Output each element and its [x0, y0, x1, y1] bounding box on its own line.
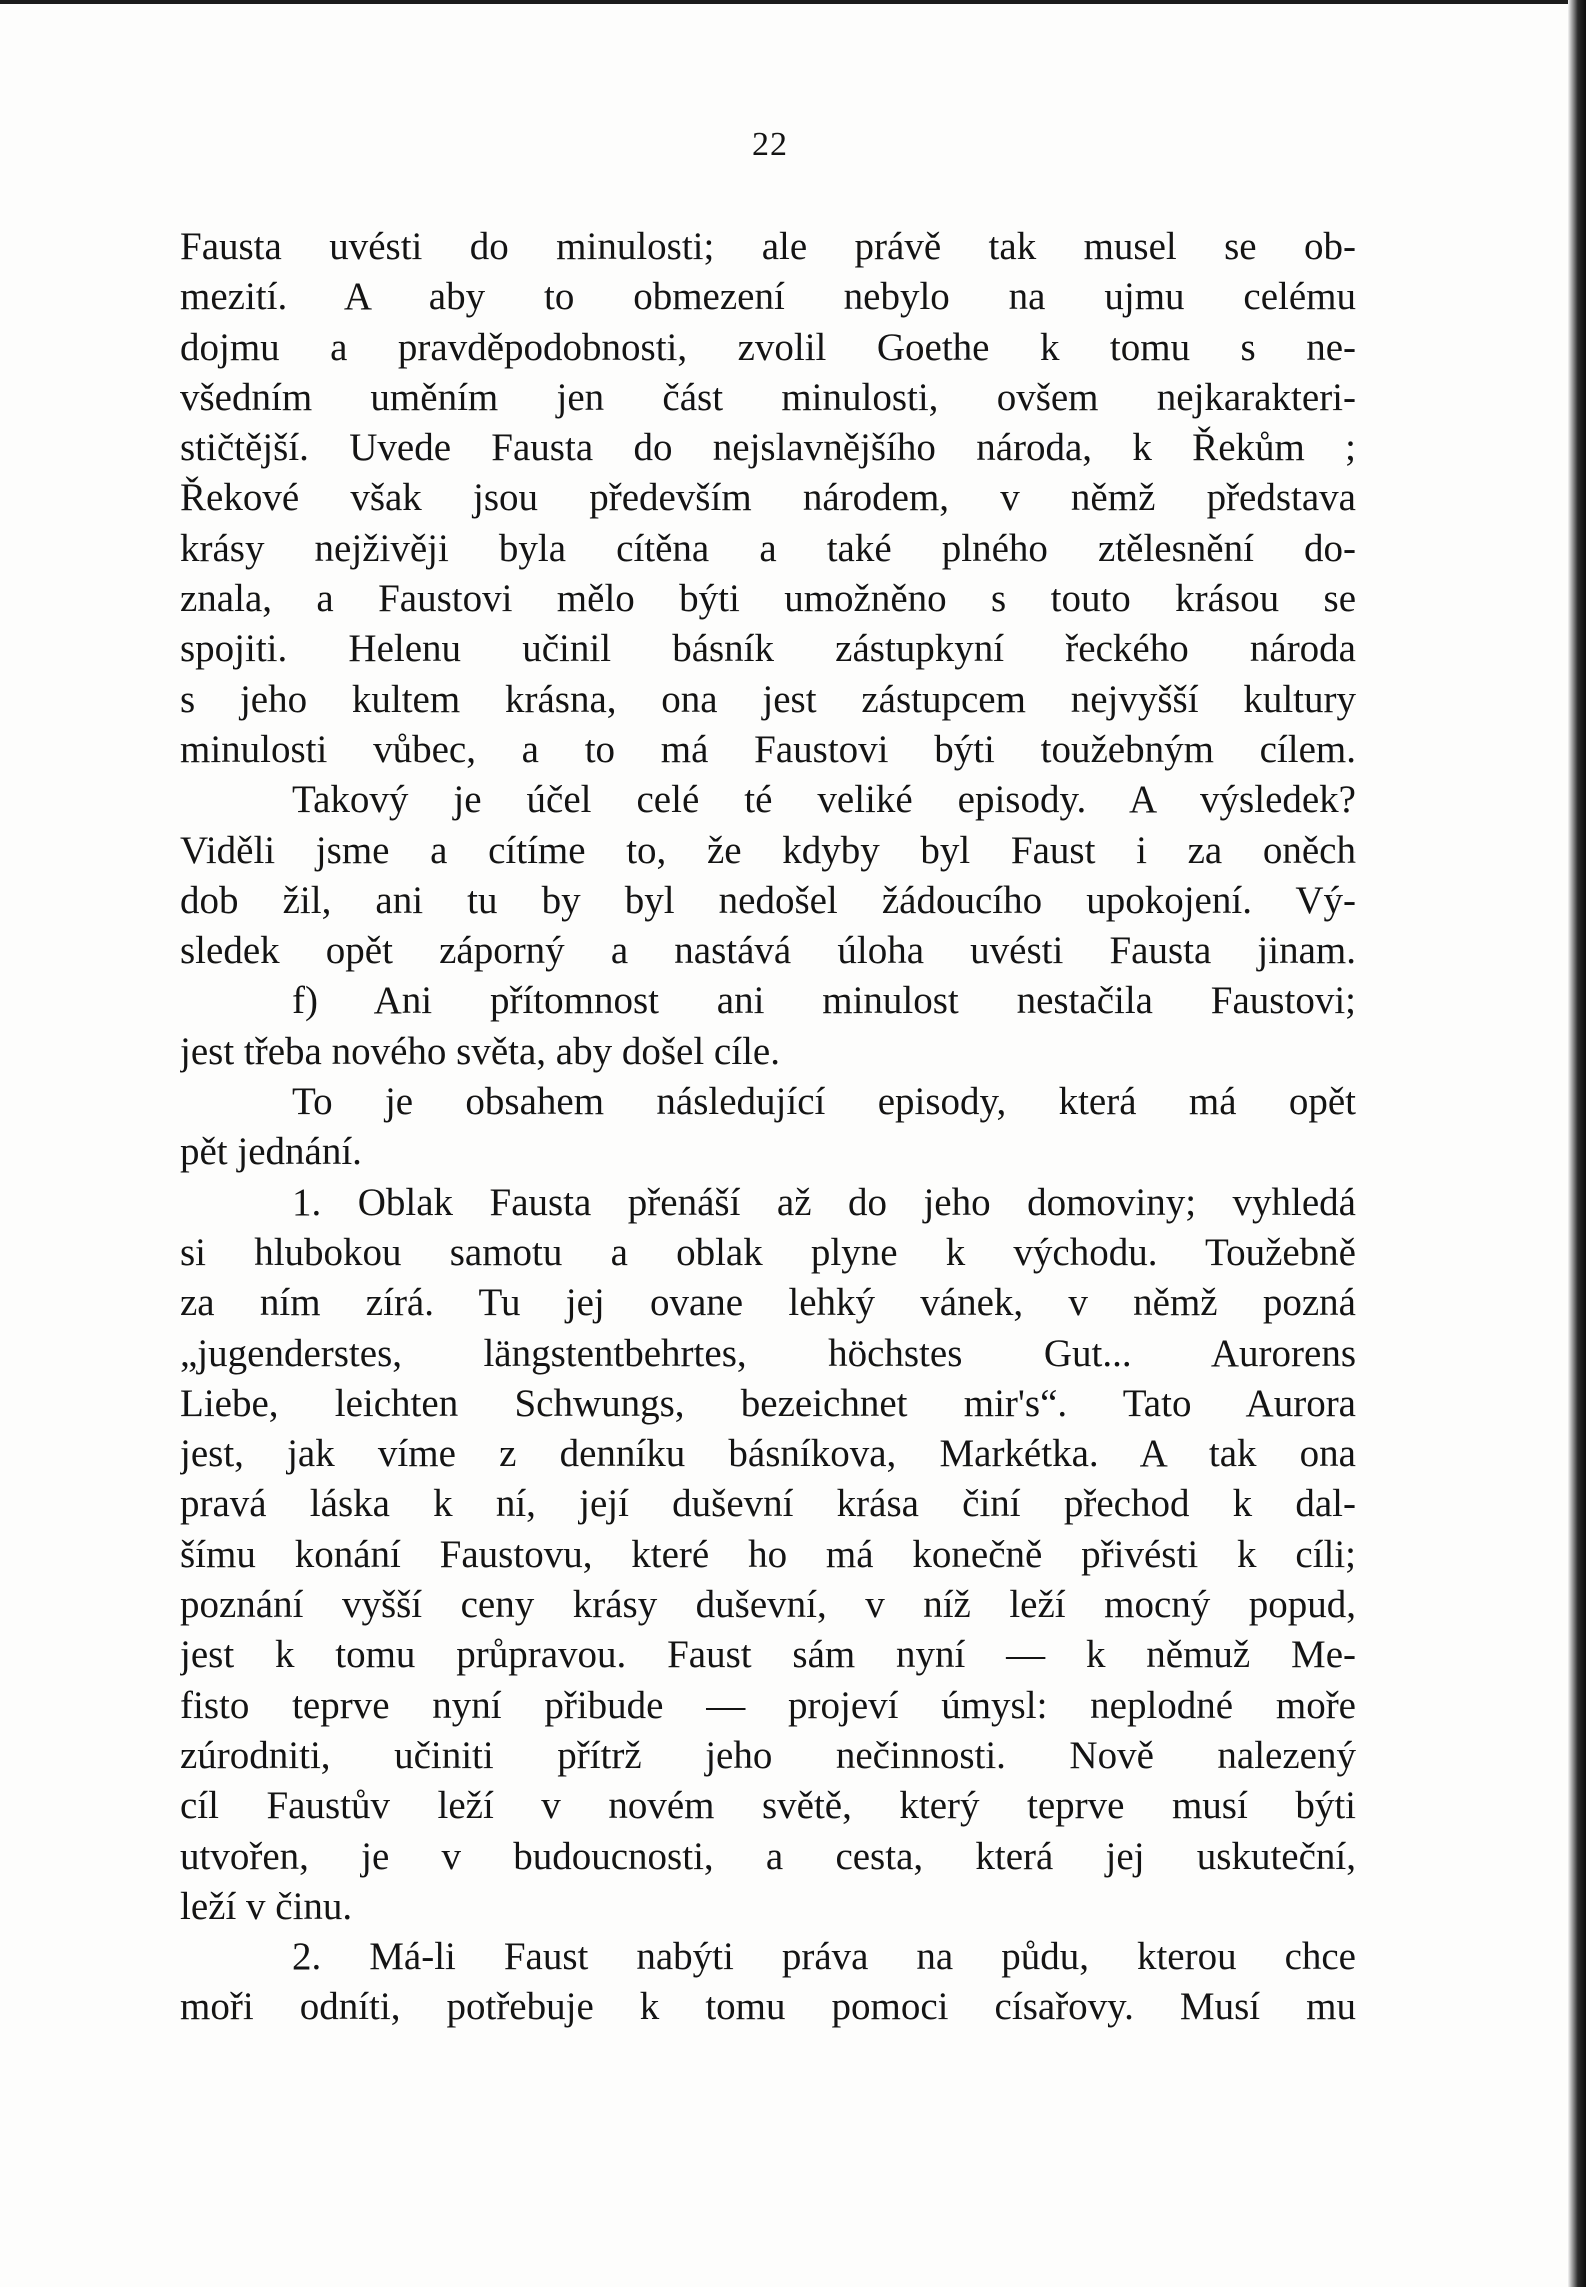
text-line: leží v činu.	[180, 1884, 353, 1928]
text-line: s jeho kultem krásna, ona jest zástupcem nejvyšší kultury	[180, 677, 1356, 721]
text-line: 1. Oblak Fausta přenáší až do jeho domoviny; vyhledá	[292, 1180, 1356, 1224]
text-line: šímu konání Faustovu, které ho má konečně přivésti k cíli;	[180, 1532, 1356, 1576]
text-line: si hlubokou samotu a oblak plyne k východu. Toužebně	[180, 1230, 1356, 1274]
text-line: za ním zírá. Tu jej ovane lehký vánek, v němž pozná	[180, 1281, 1356, 1325]
text-line: Takový je účel celé té veliké episody. A výsledek?	[292, 778, 1356, 822]
text-line: Fausta uvésti do minulosti; ale právě tak musel se ob-	[180, 225, 1356, 268]
text-line: zúrodniti, učiniti přítrž jeho nečinnosti. Nově nalezený	[180, 1733, 1356, 1777]
text-line: Liebe, leichten Schwungs, bezeichnet mir's“. Tato Aurora	[180, 1381, 1356, 1425]
text-line: pravá láska k ní, její duševní krása činí přechod k dal-	[180, 1482, 1356, 1526]
page-top-edge	[0, 0, 1586, 4]
text-line: utvořen, je v budoucnosti, a cesta, která jej uskuteční,	[180, 1834, 1356, 1878]
text-line: znala, a Faustovi mělo býti umožněno s touto krásou se	[180, 577, 1356, 621]
text-line: pět jednání.	[180, 1130, 362, 1174]
text-line: cíl Faustův leží v novém světě, který teprve musí býti	[180, 1784, 1356, 1828]
text-line: Viděli jsme a cítíme to, že kdyby byl Faust i za oněch	[180, 828, 1356, 872]
text-line: minulosti vůbec, a to má Faustovi býti toužebným cílem.	[180, 727, 1356, 771]
page-number: 22	[752, 126, 788, 163]
text-line: „jugenderstes, längstentbehrtes, höchstes Gut... Aurorens	[180, 1331, 1356, 1375]
text-line: všedním uměním jen část minulosti, ovšem nejkarakteri-	[180, 375, 1356, 419]
text-line: jest třeba nového světa, aby došel cíle.	[180, 1029, 780, 1073]
text-line: jest, jak víme z denníku básníkova, Markétka. A tak ona	[180, 1432, 1356, 1476]
body-text	[180, 222, 1356, 2033]
page-right-edge	[1568, 0, 1586, 2287]
text-line: To je obsahem následující episody, která má opět	[292, 1080, 1356, 1124]
text-line: f) Ani přítomnost ani minulost nestačila Faustovi;	[292, 979, 1356, 1023]
text-line: moři odníti, potřebuje k tomu pomoci císařovy. Musí mu	[180, 1985, 1356, 2029]
text-line: krásy nejživěji byla cítěna a také plného ztělesnění do-	[180, 526, 1356, 570]
text-line: stičtější. Uvede Fausta do nejslavnějšího národa, k Řekům ;	[180, 426, 1356, 470]
text-line: 2. Má-li Faust nabýti práva na půdu, kterou chce	[292, 1935, 1356, 1979]
text-line: mezití. A aby to obmezení nebylo na ujmu celému	[180, 275, 1356, 319]
text-line: dojmu a pravděpodobnosti, zvolil Goethe k tomu s ne-	[180, 325, 1356, 369]
text-line: sledek opět záporný a nastává úloha uvésti Fausta jinam.	[180, 929, 1356, 973]
text-line: fisto teprve nyní přibude — projeví úmysl: neplodné moře	[180, 1683, 1356, 1727]
text-line: poznání vyšší ceny krásy duševní, v níž leží mocný popud,	[180, 1583, 1356, 1627]
text-line: jest k tomu průpravou. Faust sám nyní — k němuž Me-	[180, 1633, 1356, 1677]
text-line: Řekové však jsou především národem, v němž představa	[180, 476, 1356, 520]
text-line: spojiti. Helenu učinil básník zástupkyní řeckého národa	[180, 627, 1356, 671]
text-line: dob žil, ani tu by byl nedošel žádoucího upokojení. Vý-	[180, 878, 1356, 922]
